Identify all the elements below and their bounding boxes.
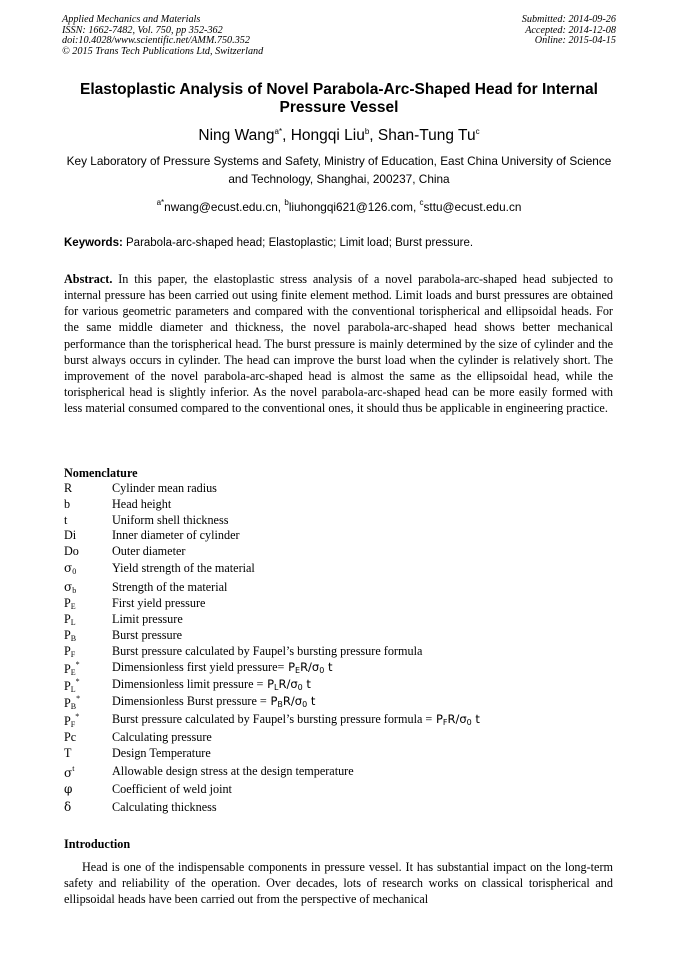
- nomenclature-row: [64, 800, 624, 816]
- email-address[interactable]: sttu@ecust.edu.cn: [423, 200, 522, 214]
- nomenclature-definition: [112, 764, 354, 779]
- symbol-base: b: [64, 497, 71, 511]
- nomenclature-definition: [112, 580, 227, 595]
- symbol-subscript: b: [72, 586, 77, 595]
- dimensionless-formula: [263, 677, 310, 691]
- nomenclature-definition: [112, 800, 217, 815]
- nomenclature-symbol: [64, 800, 71, 815]
- symbol-base: δ: [64, 800, 72, 814]
- formula-p-subscript: B: [277, 700, 283, 709]
- author-list: Ning Wang$^{a*}$, Hongqi Liu$^b$, Shan-Tung Tu$^c$: [198, 127, 480, 144]
- email-mark: c: [419, 198, 424, 207]
- symbol-subscript: L: [70, 618, 76, 627]
- symbol-base: P: [64, 596, 71, 610]
- nomenclature-definition: [112, 544, 185, 559]
- introduction-heading: Introduction: [64, 837, 131, 851]
- nomenclature-row: [64, 528, 624, 544]
- symbol-base: P: [64, 714, 71, 728]
- dates-info: [522, 15, 616, 47]
- nomenclature-row: [64, 513, 624, 529]
- formula-p-subscript: F: [442, 718, 448, 727]
- formula-mid: R/σ: [300, 660, 320, 674]
- symbol-superscript: t: [72, 764, 75, 773]
- keywords-label: Keywords:: [64, 237, 123, 249]
- symbol-base: σ: [64, 561, 73, 575]
- nomenclature-definition: [112, 561, 255, 576]
- online-date: Online: 2015-04-15: [534, 35, 616, 47]
- nomenclature-symbol: [64, 612, 76, 627]
- symbol-superscript: *: [76, 694, 81, 703]
- nomenclature-row: [64, 596, 624, 612]
- nomenclature-symbol: [64, 764, 74, 781]
- journal-name: Applied Mechanics and Materials: [62, 14, 201, 25]
- nomenclature-row: [64, 730, 624, 746]
- definition-text: Limit pressure: [112, 612, 183, 626]
- nomenclature-symbol: [64, 481, 72, 496]
- nomenclature-row: [64, 481, 624, 497]
- keywords: [64, 235, 618, 251]
- email-mark: a*: [156, 198, 165, 207]
- definition-text: Burst pressure calculated by Faupel’s bursting pressure formula: [112, 644, 423, 658]
- nomenclature-symbol: [64, 746, 71, 761]
- definition-text: Calculating thickness: [112, 800, 217, 814]
- nomenclature-symbol: [64, 528, 76, 543]
- nomenclature-symbol: [64, 628, 76, 643]
- issn-line: ISSN: 1662-7482, Vol. 750, pp 352-362: [62, 24, 223, 36]
- email-list: $^{a*}$nwang@ecust.edu.cn, $^b$liuhongqi621@126.com, $^c$sttu@ecust.edu.cn: [156, 198, 522, 214]
- symbol-base: T: [64, 746, 72, 760]
- definition-text: Cylinder mean radius: [112, 481, 217, 495]
- author-affil-mark: a*: [274, 127, 283, 136]
- nomenclature-symbol: [64, 561, 76, 576]
- definition-text: Uniform shell thickness: [112, 513, 229, 527]
- nomenclature-symbol: [64, 660, 80, 677]
- dimensionless-formula: [267, 694, 316, 708]
- nomenclature-definition: [112, 628, 182, 643]
- formula-mid: R/σ: [447, 712, 467, 726]
- nomenclature-definition: [112, 612, 183, 627]
- definition-text: Coefficient of weld joint: [112, 782, 232, 796]
- nomenclature-definition: [112, 730, 212, 745]
- formula-tail: t: [306, 677, 311, 691]
- formula-tail: t: [327, 660, 333, 674]
- formula-sigma-subscript: 0: [297, 683, 303, 692]
- nomenclature-definition: [112, 596, 205, 611]
- nomenclature-row: [64, 712, 624, 728]
- formula-p: P: [270, 694, 278, 708]
- formula-sigma-subscript: 0: [466, 718, 472, 727]
- symbol-subscript: B: [70, 702, 77, 711]
- formula-mid: R/σ: [282, 694, 303, 708]
- formula-p-subscript: L: [274, 683, 279, 692]
- symbol-superscript: *: [75, 677, 80, 686]
- formula-tail: t: [310, 694, 316, 708]
- definition-text: Dimensionless limit pressure =: [112, 677, 264, 691]
- nomenclature-row: [64, 561, 624, 577]
- nomenclature-heading: Nomenclature: [64, 466, 138, 480]
- symbol-base: P: [64, 628, 71, 642]
- symbol-subscript: F: [70, 650, 76, 659]
- formula-sigma-subscript: 0: [319, 666, 325, 675]
- nomenclature-definition: [112, 782, 232, 797]
- email-address[interactable]: nwang@ecust.edu.cn: [164, 200, 278, 214]
- symbol-subscript: F: [70, 720, 76, 729]
- symbol-base: φ: [64, 782, 73, 796]
- nomenclature-symbol: [64, 580, 76, 595]
- definition-text: Head height: [112, 497, 172, 511]
- abstract: [64, 271, 613, 416]
- symbol-base: P: [64, 696, 71, 710]
- doi-line[interactable]: doi:10.4028/www.scientific.net/AMM.750.352: [62, 35, 250, 47]
- nomenclature-row: [64, 497, 624, 513]
- symbol-base: Di: [64, 528, 77, 542]
- abstract-text: In this paper, the elastoplastic stress analysis of a novel parabola-arc-shaped head subjected to internal pressure has been carried out using finite element method. Limit loads and burst pressures are obtained for various geometric parameters and compared with the conventional torispherical and ellipsoidal heads. For the same middle diameter and thickness, the novel parabola-arc-shaped head shows better mechanical performance than the torispherical head. The burst pressure is mainly determined by the size of cylinder and the burst always occurs in cylinder. The head can improve the burst load when the cylinder is relatively short. The improvement of the novel parabola-arc-shaped head is almost the same as the ellipsoidal head, while the torispherical head is slightly inferior. As the novel parabola-arc-shaped head can be more easily formed with less material consumed compared to the conventional ones, it should thus be applicable in engineering practice.: [64, 272, 613, 416]
- definition-text: Design Temperature: [112, 746, 211, 760]
- journal-info: [62, 15, 263, 57]
- formula-sigma-subscript: 0: [302, 700, 308, 709]
- formula-mid: R/σ: [278, 677, 298, 691]
- nomenclature-row: [64, 612, 624, 628]
- symbol-base: t: [64, 513, 68, 527]
- nomenclature-symbol: [64, 694, 80, 711]
- nomenclature-definition: [112, 513, 228, 528]
- symbol-base: Do: [64, 544, 79, 558]
- copyright-line: © 2015 Trans Tech Publications Ltd, Switzerland: [62, 45, 264, 57]
- author-name: Shan-Tung Tu: [377, 127, 476, 144]
- nomenclature-definition: [112, 528, 240, 543]
- symbol-base: σ: [64, 766, 73, 780]
- nomenclature-row: [64, 694, 624, 710]
- symbol-base: P: [64, 644, 71, 658]
- author-affil-mark: b: [364, 127, 370, 136]
- author-name: Hongqi Liu: [290, 127, 365, 144]
- nomenclature-symbol: [64, 596, 76, 611]
- nomenclature-symbol: [64, 513, 67, 528]
- nomenclature-row: [64, 544, 624, 560]
- definition-text: Yield strength of the material: [112, 561, 255, 575]
- affiliation: Key Laboratory of Pressure Systems and Safety, Ministry of Education, East China University of Science and Technology, Shanghai, 200237, China: [66, 154, 612, 186]
- nomenclature-symbol: [64, 544, 79, 559]
- nomenclature-row: [64, 580, 624, 596]
- symbol-base: P: [64, 679, 71, 693]
- symbol-subscript: B: [70, 634, 77, 643]
- author-affil-mark: c: [475, 127, 480, 136]
- nomenclature-definition: [112, 712, 480, 727]
- nomenclature-row: [64, 628, 624, 644]
- formula-p: P: [435, 712, 443, 726]
- nomenclature-row: [64, 746, 624, 762]
- nomenclature-symbol: [64, 497, 70, 512]
- email-address[interactable]: liuhongqi621@126.com: [288, 200, 413, 214]
- nomenclature-row: [64, 764, 624, 780]
- dimensionless-formula: [284, 660, 332, 674]
- symbol-base: Pc: [64, 730, 77, 744]
- definition-text: Dimensionless Burst pressure =: [112, 694, 267, 708]
- formula-p-subscript: E: [295, 666, 301, 675]
- nomenclature-row: [64, 677, 624, 693]
- nomenclature-symbol: [64, 644, 75, 659]
- submitted-date: Submitted: 2014-09-26: [521, 14, 616, 25]
- nomenclature-definition: [112, 497, 171, 512]
- definition-text: Inner diameter of cylinder: [112, 528, 240, 542]
- nomenclature-row: [64, 660, 624, 676]
- nomenclature-row: [64, 644, 624, 660]
- symbol-base: R: [64, 481, 73, 495]
- nomenclature-symbol: [64, 677, 80, 694]
- definition-text: Calculating pressure: [112, 730, 212, 744]
- nomenclature-definition: [112, 660, 332, 675]
- formula-p: P: [267, 677, 275, 691]
- symbol-base: P: [64, 662, 71, 676]
- introduction-text: Head is one of the indispensable components in pressure vessel. It has substantial impact on the long-term safety and reliability of the operation. Over decades, lots of research works on classical torispherical and ellipsoidal heads have been carried out from the perspective of mechanical: [64, 860, 613, 906]
- symbol-subscript: L: [70, 685, 76, 694]
- nomenclature-definition: [112, 746, 211, 761]
- symbol-subscript: E: [70, 602, 76, 611]
- abstract-label: Abstract.: [64, 272, 113, 286]
- definition-text: Strength of the material: [112, 580, 228, 594]
- formula-p: P: [288, 660, 295, 674]
- nomenclature-definition: [112, 644, 422, 659]
- definition-text: Allowable design stress at the design temperature: [112, 764, 354, 778]
- definition-text: Burst pressure: [112, 628, 183, 642]
- definition-text: Dimensionless first yield pressure=: [112, 660, 285, 674]
- paper-title: Elastoplastic Analysis of Novel Parabola-Arc-Shaped Head for Internal Pressure Vessel: [80, 81, 598, 116]
- formula-tail: t: [475, 712, 480, 726]
- nomenclature-row: [64, 782, 624, 798]
- nomenclature-definition: [112, 677, 311, 692]
- symbol-base: P: [64, 612, 71, 626]
- symbol-subscript: E: [70, 668, 76, 677]
- definition-text: Burst pressure calculated by Faupel’s bursting pressure formula =: [112, 712, 433, 726]
- symbol-superscript: *: [75, 660, 80, 669]
- dimensionless-formula: [432, 712, 480, 726]
- symbol-superscript: *: [75, 712, 80, 721]
- keywords-text: Parabola-arc-shaped head; Elastoplastic; Limit load; Burst pressure.: [126, 237, 474, 249]
- nomenclature-definition: [112, 694, 315, 709]
- symbol-subscript: 0: [72, 567, 77, 576]
- nomenclature-symbol: [64, 712, 79, 729]
- author-name: Ning Wang: [198, 127, 275, 144]
- nomenclature-symbol: [64, 730, 76, 745]
- definition-text: First yield pressure: [112, 596, 206, 610]
- nomenclature-definition: [112, 481, 217, 496]
- nomenclature-symbol: [64, 782, 72, 797]
- symbol-base: σ: [64, 580, 73, 594]
- accepted-date: Accepted: 2014-12-08: [525, 24, 616, 36]
- definition-text: Outer diameter: [112, 544, 186, 558]
- email-mark: b: [284, 198, 289, 207]
